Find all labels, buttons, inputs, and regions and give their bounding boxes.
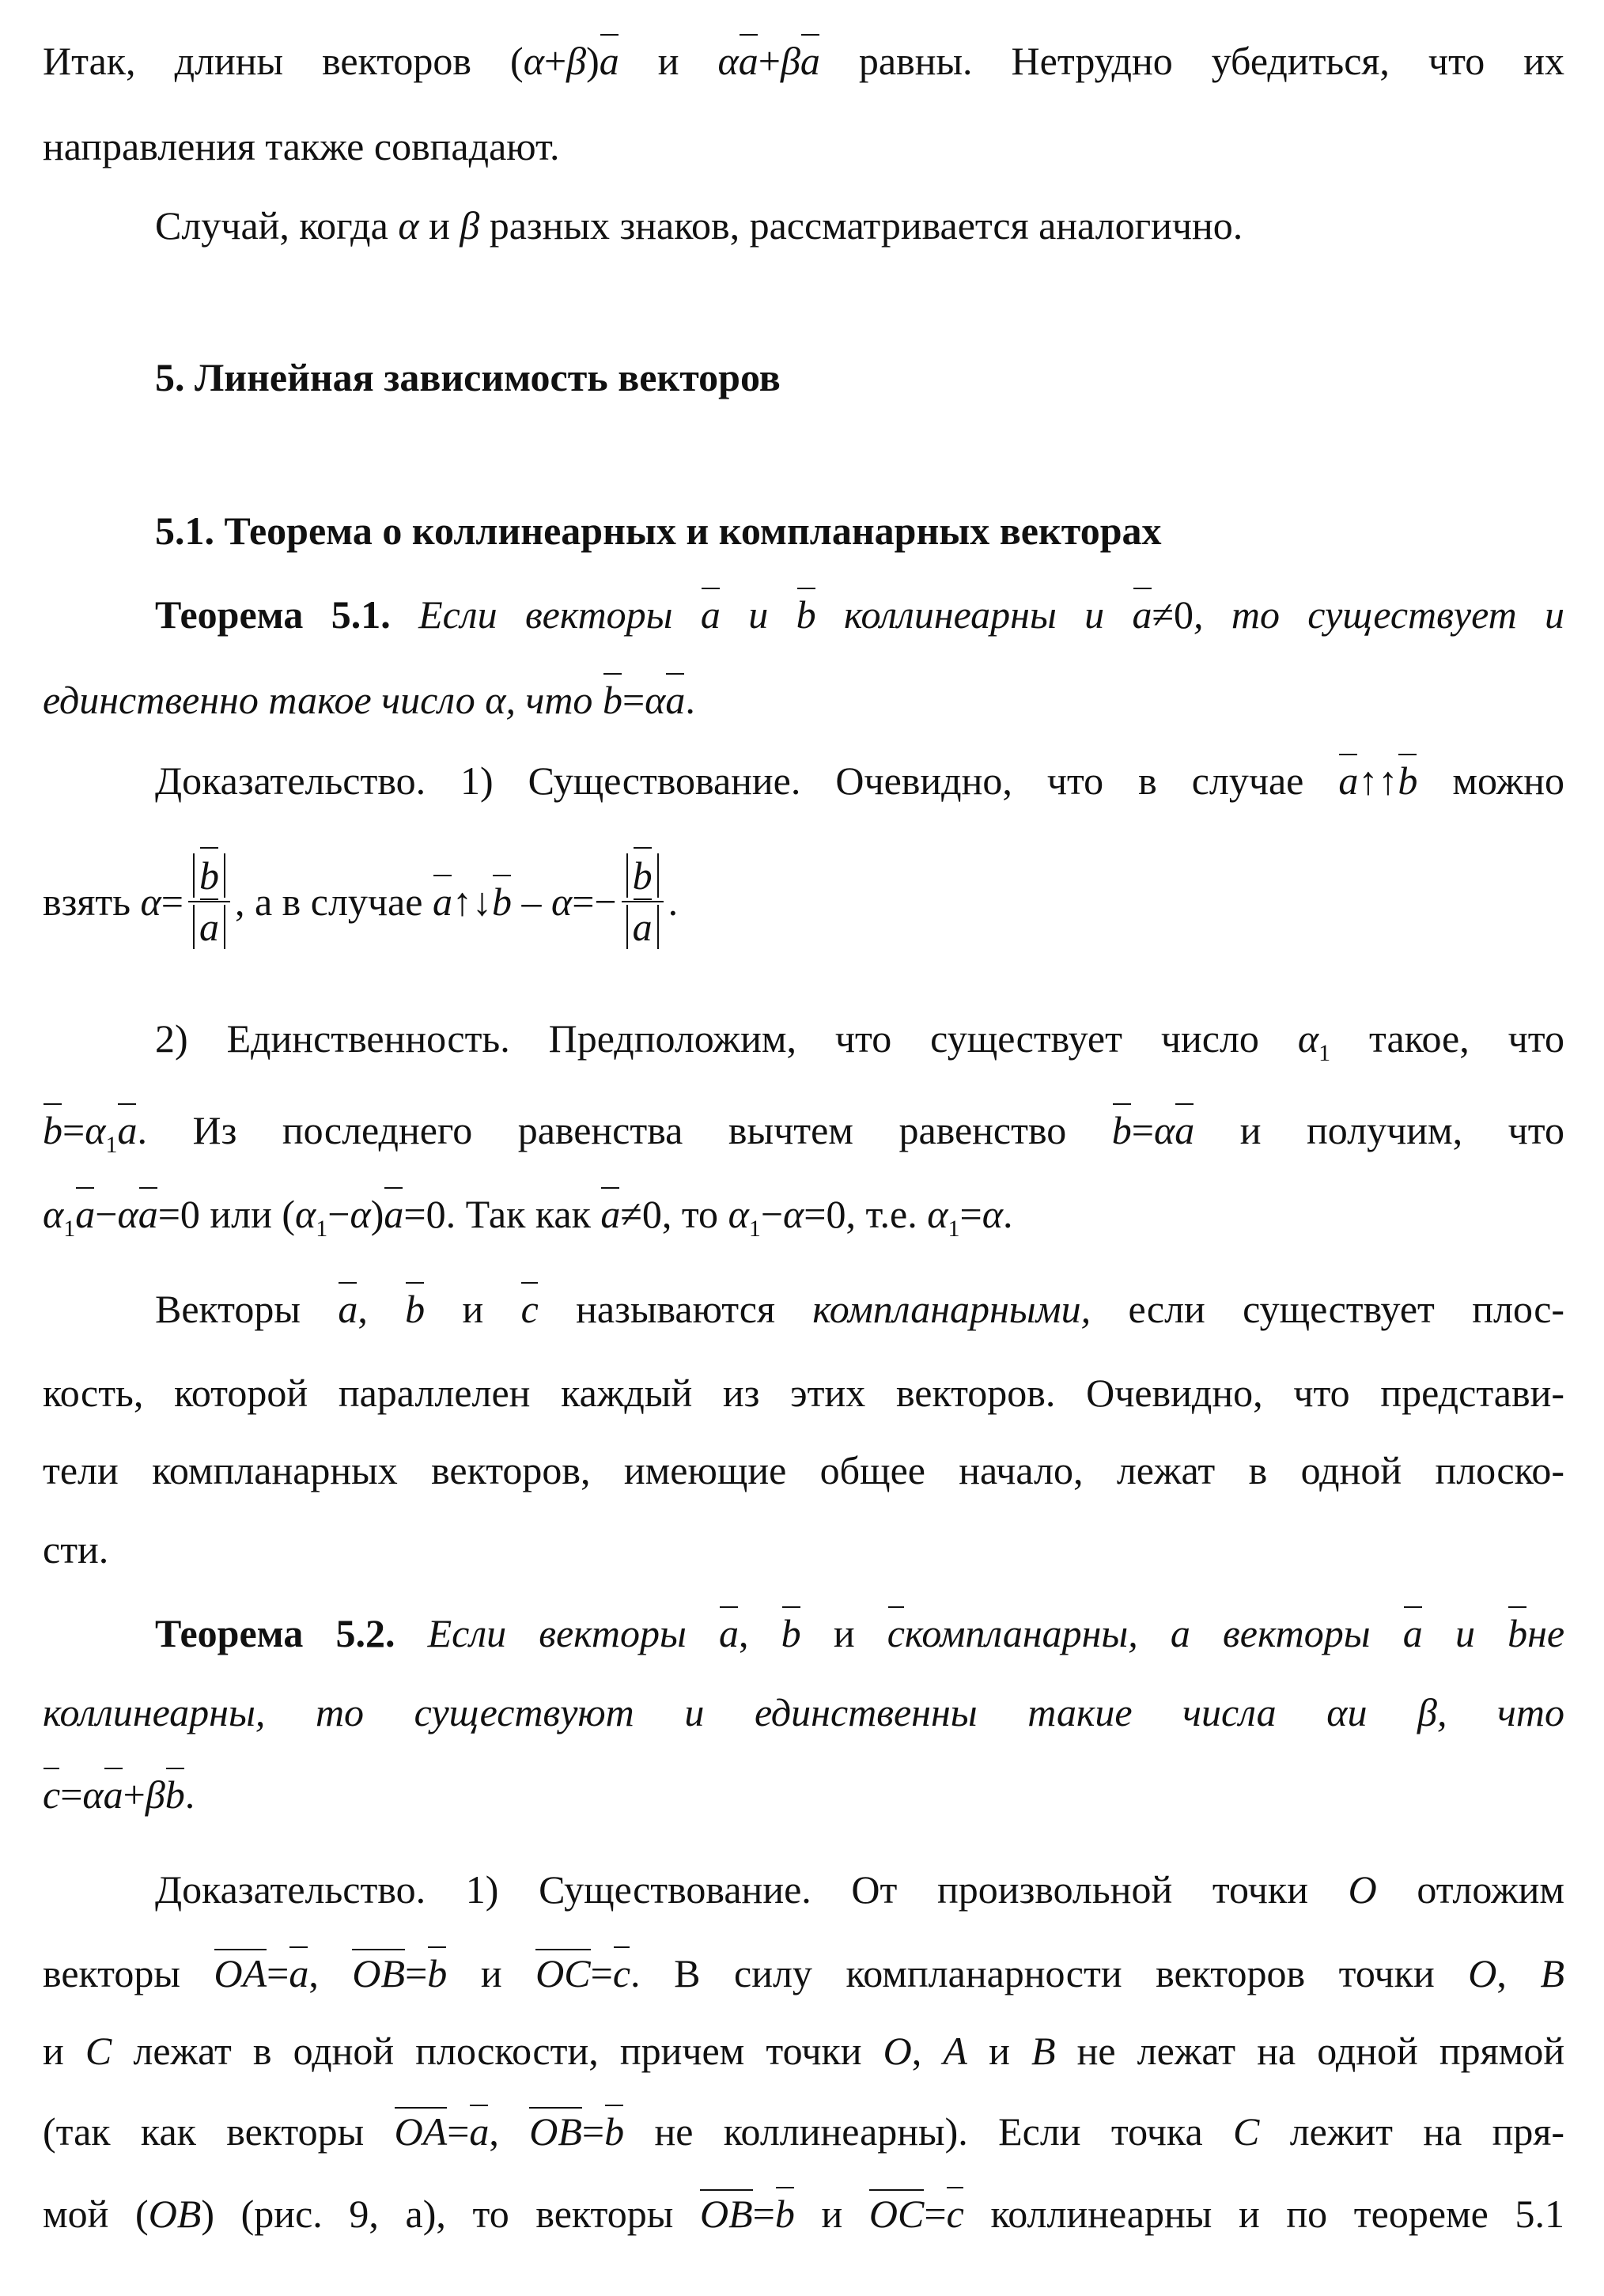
uniqueness-line-2: $b=\alpha_1a$. Из последнего равенства вычтем равенство b=αa и получим, что — [43, 1108, 1564, 1158]
theorem-5-1-label: Теорема 5.1. — [155, 592, 391, 637]
theorem-5-2-line-1: Теорема 5.2. Если векторы a, b и cкомпланарны, а векторы a и bне — [155, 1611, 1565, 1655]
subsection-heading: 5.1. Теорема о коллинеарных и компланарных векторах — [155, 509, 1162, 553]
proof-5-2-line-1: Доказательство. 1) Существование. От произвольной точки O отложим — [155, 1867, 1565, 1912]
section-heading: 5. Линейная зависимость векторов — [155, 355, 781, 399]
fraction-b-over-a: $\frac{b}{a}$ — [188, 851, 230, 952]
theorem-5-2-label: Теорема 5.2. — [155, 1611, 395, 1655]
coplanar-line-1: Векторы a, b и c называются компланарными, если существует плос- — [155, 1287, 1565, 1331]
proof-5-2-line-5: мой (OB) (рис. 9, а), то векторы OB=b и OC=c коллинеарны и по теореме 5.1 — [43, 2192, 1564, 2236]
coplanar-line-4: сти. — [43, 1527, 109, 1572]
proof-5-2-line-4: (так как векторы OA=a, OB=b не коллинеарны). Если точка C лежит на пря- — [43, 2109, 1565, 2154]
formula-sum-scalars: (α+β)a — [510, 39, 619, 83]
fraction-minus-b-over-a: $\frac{b}{a}$ — [622, 851, 664, 952]
text-line-1: Итак, длины векторов (α+β)a и αa+βa равны. Нетрудно убедиться, что их — [43, 39, 1565, 83]
coplanar-line-2: кость, которой параллелен каждый из этих векторов. Очевидно, что представи- — [43, 1371, 1564, 1415]
text-line-2: направления также совпадают. — [43, 124, 560, 168]
text-line-3: Случай, когда α и β разных знаков, рассматривается аналогично. — [155, 203, 1243, 248]
uniqueness-line-3: $\alpha_1a-\alpha a=0$ или $(\alpha_1-\alpha)a=0$. Так как a≠0, то $\alpha_1-\alpha=0$, т.е. $\alpha_1=\alpha$. — [43, 1192, 1013, 1242]
theorem-5-2-line-2: коллинеарны, то существуют и единственны такие числа αи β, что — [43, 1690, 1564, 1734]
formula-sum-vectors: αa+βa — [717, 39, 820, 83]
theorem-5-1-line-2: единственно такое число α, что b=αa. — [43, 678, 695, 722]
coplanar-line-3: тели компланарных векторов, имеющие общее начало, лежат в одной плоско- — [43, 1448, 1564, 1492]
proof-5-2-line-3: и C лежат в одной плоскости, причем точки O, A и B не лежат на одной прямой — [43, 2029, 1565, 2073]
theorem-5-1-line-1: Теорема 5.1. Если векторы a и b коллинеарны и a≠0, то существует и — [155, 592, 1565, 637]
proof-5-2-line-2: векторы OA=a, OB=b и OC=c. В силу компланарности векторов точки O, B — [43, 1951, 1565, 1995]
theorem-5-2-line-3: c=αa+βb. — [43, 1772, 195, 1817]
term-coplanar: компланарными, — [812, 1287, 1091, 1331]
uniqueness-line-1: 2) Единственность. Предположим, что существует число $\alpha_1$ такое, что — [155, 1016, 1564, 1066]
proof-5-1-line-1: Доказательство. 1) Существование. Очевидно, что в случае a↑↑b можно — [155, 758, 1565, 803]
proof-5-1-line-2: взять α = $\frac{b}{a}$ , а в случае a ↑↓ b – α = − $\frac{b}{a}$ . — [43, 838, 678, 965]
